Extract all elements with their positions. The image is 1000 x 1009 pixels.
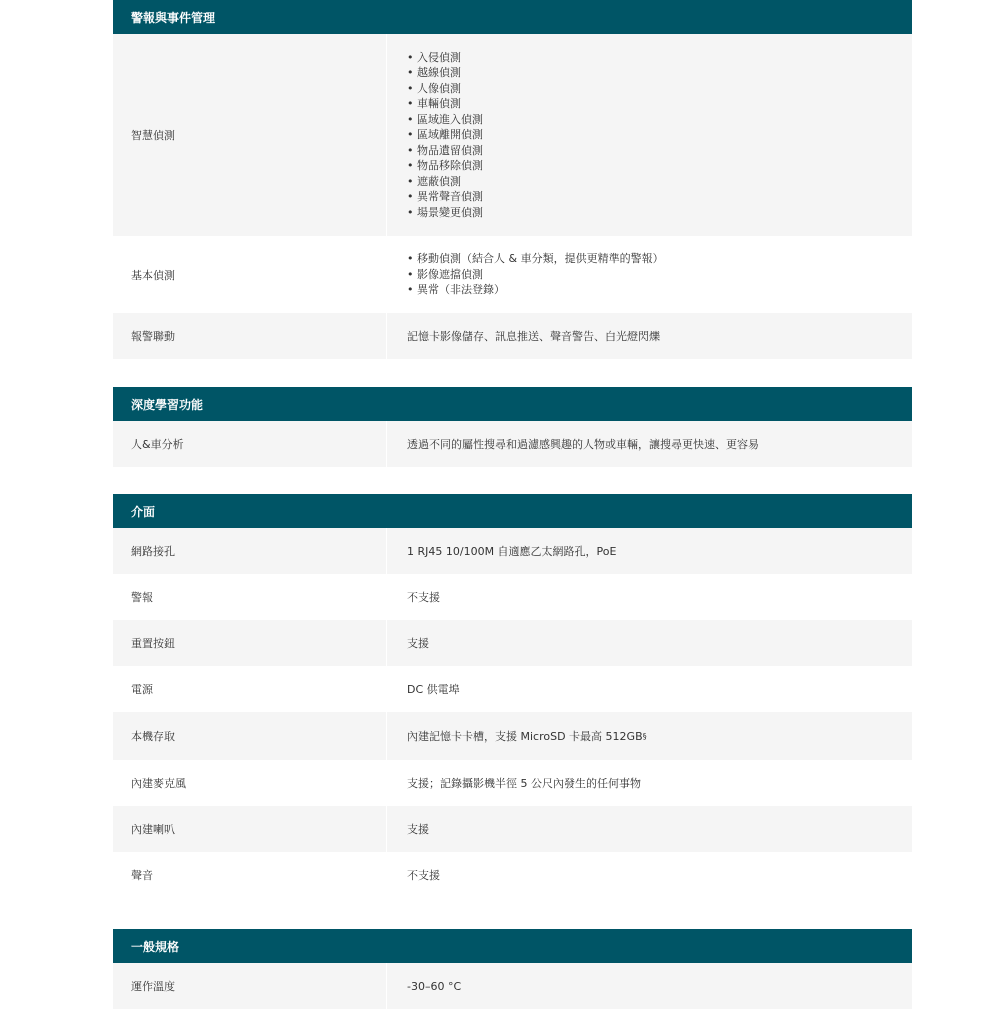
section-header: 警報與事件管理: [113, 0, 912, 34]
row-value: -30–60 °C: [407, 979, 462, 993]
row-label: 警報: [113, 574, 387, 620]
row-label: 運作溫度: [113, 963, 387, 1009]
bullet-list: [407, 251, 664, 298]
row-label: 智慧偵測: [113, 34, 387, 236]
list-item: • 車輛偵測: [407, 96, 483, 112]
table-row: [113, 34, 912, 236]
row-value: 透過不同的屬性搜尋和過濾感興趣的人物或車輛，讓搜尋更快速、更容易: [407, 438, 759, 451]
row-label: 內建麥克風: [113, 760, 387, 806]
table-row: [113, 712, 912, 760]
row-value: 支援；記錄攝影機半徑 5 公尺內發生的任何事物: [407, 777, 641, 790]
row-value: 記憶卡影像儲存、訊息推送、聲音警告、白光燈閃爍: [407, 330, 660, 343]
row-label: 本機存取: [113, 712, 387, 760]
row-label: 報警聯動: [113, 313, 387, 359]
row-value: 不支援: [407, 591, 440, 604]
bullet-list: [407, 50, 483, 221]
table-row: [113, 963, 912, 1009]
list-item: • 物品移除偵測: [407, 158, 483, 174]
row-label: 內建喇叭: [113, 806, 387, 852]
table-row: [113, 574, 912, 620]
row-value-text: 內建記憶卡卡槽，支援 MicroSD 卡最高 512GB: [407, 730, 643, 743]
row-value: DC 供電埠: [407, 683, 460, 696]
row-label: 人&車分析: [113, 421, 387, 467]
row-label: 聲音: [113, 852, 387, 898]
table-row: [113, 852, 912, 898]
row-value: 支援: [407, 637, 429, 650]
table-row: [113, 236, 912, 313]
spec-section-deep-learning: [113, 387, 912, 467]
list-item: • 區域進入偵測: [407, 112, 483, 128]
table-row: [113, 806, 912, 852]
row-value: 1 RJ45 10/100M 自適應乙太網路孔，PoE: [407, 545, 617, 558]
table-row: [113, 760, 912, 806]
spec-section-interface: [113, 494, 912, 898]
list-item: • 越線偵測: [407, 65, 483, 81]
spec-section-general: [113, 929, 912, 1009]
list-item: • 異常聲音偵測: [407, 189, 483, 205]
row-value: [387, 34, 912, 236]
table-row: [113, 620, 912, 666]
list-item: • 人像偵測: [407, 81, 483, 97]
list-item: • 場景變更偵測: [407, 205, 483, 221]
list-item: • 入侵偵測: [407, 50, 483, 66]
section-header: 深度學習功能: [113, 387, 912, 421]
table-row: [113, 666, 912, 712]
list-item: • 區域離開偵測: [407, 127, 483, 143]
section-header: 一般規格: [113, 929, 912, 963]
list-item: • 影像遮擋偵測: [407, 267, 664, 283]
row-label: 網路接孔: [113, 528, 387, 574]
list-item: • 移動偵測（結合人 & 車分類，提供更精準的警報）: [407, 251, 664, 267]
list-item: • 異常（非法登錄）: [407, 282, 664, 298]
table-row: [113, 528, 912, 574]
list-item: • 遮蔽偵測: [407, 174, 483, 190]
row-label: 基本偵測: [113, 236, 387, 313]
row-value: 支援: [407, 823, 429, 836]
row-value: [387, 236, 912, 313]
row-label: 電源: [113, 666, 387, 712]
list-item: • 物品遺留偵測: [407, 143, 483, 159]
row-value: 不支援: [407, 869, 440, 882]
table-row: [113, 313, 912, 359]
footnote-mark: §: [642, 731, 647, 741]
row-value: [387, 712, 912, 760]
row-label: 重置按鈕: [113, 620, 387, 666]
section-header: 介面: [113, 494, 912, 528]
table-row: [113, 421, 912, 467]
spec-section-alarm: [113, 0, 912, 359]
